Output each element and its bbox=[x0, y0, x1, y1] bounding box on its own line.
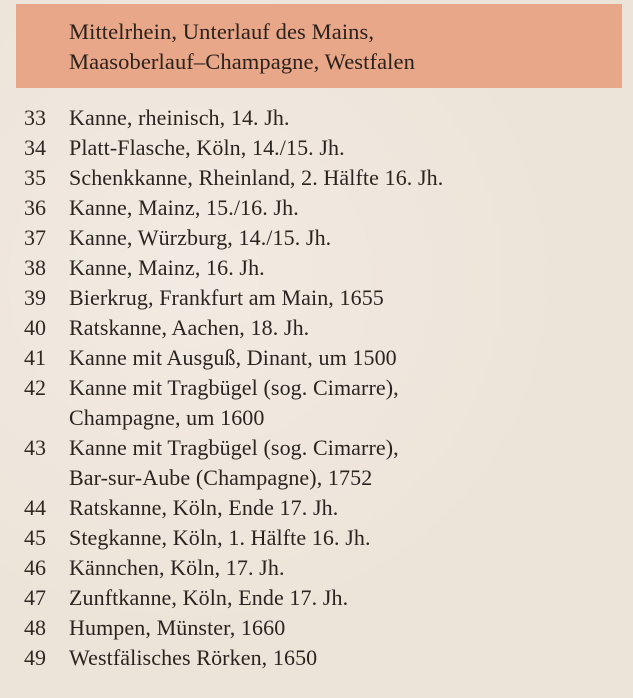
item-number: 47 bbox=[24, 585, 46, 610]
list-item bbox=[24, 523, 624, 553]
item-description-line: Bar-sur-Aube (Champagne), 1752 bbox=[69, 465, 373, 490]
list-item bbox=[24, 283, 624, 313]
list-item bbox=[24, 193, 624, 223]
item-description-line: Kanne, Mainz, 16. Jh. bbox=[69, 255, 265, 280]
item-description-line: Humpen, Münster, 1660 bbox=[69, 615, 286, 640]
item-description-line: Kanne, rheinisch, 14. Jh. bbox=[69, 105, 290, 130]
item-description-line: Stegkanne, Köln, 1. Hälfte 16. Jh. bbox=[69, 525, 371, 550]
item-description bbox=[69, 643, 624, 673]
item-description bbox=[69, 313, 624, 343]
item-description-line: Kanne, Würzburg, 14./15. Jh. bbox=[69, 225, 332, 250]
list-item bbox=[24, 253, 624, 283]
item-number: 36 bbox=[24, 195, 46, 220]
list-item bbox=[24, 433, 624, 493]
item-number: 35 bbox=[24, 165, 46, 190]
item-number: 38 bbox=[24, 255, 46, 280]
item-number: 44 bbox=[24, 495, 46, 520]
list-item bbox=[24, 493, 624, 523]
item-number: 49 bbox=[24, 645, 46, 670]
list-item bbox=[24, 553, 624, 583]
item-description bbox=[69, 583, 624, 613]
item-description-line: Kanne mit Tragbügel (sog. Cimarre), bbox=[69, 375, 399, 400]
list-item bbox=[24, 343, 624, 373]
item-description bbox=[69, 103, 624, 133]
item-description bbox=[69, 373, 624, 433]
item-description-line: Kännchen, Köln, 17. Jh. bbox=[69, 555, 285, 580]
item-number: 42 bbox=[24, 375, 46, 400]
list-item bbox=[24, 313, 624, 343]
item-description bbox=[69, 493, 624, 523]
list-item bbox=[24, 163, 624, 193]
item-description-line: Kanne mit Ausguß, Dinant, um 1500 bbox=[69, 345, 397, 370]
item-number: 48 bbox=[24, 615, 46, 640]
list-item bbox=[24, 583, 624, 613]
item-number: 45 bbox=[24, 525, 46, 550]
item-number: 37 bbox=[24, 225, 46, 250]
list-item bbox=[24, 613, 624, 643]
list-item bbox=[24, 373, 624, 433]
section-title-line-2: Maasoberlauf–Champagne, Westfalen bbox=[69, 49, 415, 74]
item-number: 43 bbox=[24, 435, 46, 460]
catalog-list bbox=[24, 103, 624, 673]
item-description-line: Champagne, um 1600 bbox=[69, 405, 265, 430]
item-description-line: Westfälisches Rörken, 1650 bbox=[69, 645, 318, 670]
item-number: 46 bbox=[24, 555, 46, 580]
item-description bbox=[69, 343, 624, 373]
item-description-line: Kanne mit Tragbügel (sog. Cimarre), bbox=[69, 435, 399, 460]
item-description bbox=[69, 523, 624, 553]
item-description bbox=[69, 553, 624, 583]
item-description bbox=[69, 253, 624, 283]
item-description-line: Platt-Flasche, Köln, 14./15. Jh. bbox=[69, 135, 345, 160]
item-description bbox=[69, 193, 624, 223]
item-description bbox=[69, 163, 624, 193]
item-description bbox=[69, 433, 624, 493]
list-item bbox=[24, 103, 624, 133]
item-description-line: Schenkkanne, Rheinland, 2. Hälfte 16. Jh. bbox=[69, 165, 444, 190]
item-number: 34 bbox=[24, 135, 46, 160]
section-header bbox=[16, 4, 622, 88]
item-description bbox=[69, 223, 624, 253]
list-item bbox=[24, 223, 624, 253]
list-item bbox=[24, 133, 624, 163]
item-description-line: Kanne, Mainz, 15./16. Jh. bbox=[69, 195, 299, 220]
item-description bbox=[69, 283, 624, 313]
item-description bbox=[69, 133, 624, 163]
item-number: 41 bbox=[24, 345, 46, 370]
item-description-line: Bierkrug, Frankfurt am Main, 1655 bbox=[69, 285, 384, 310]
item-description-line: Zunftkanne, Köln, Ende 17. Jh. bbox=[69, 585, 349, 610]
item-description bbox=[69, 613, 624, 643]
item-number: 39 bbox=[24, 285, 46, 310]
item-number: 40 bbox=[24, 315, 46, 340]
list-item bbox=[24, 643, 624, 673]
item-description-line: Ratskanne, Aachen, 18. Jh. bbox=[69, 315, 310, 340]
item-number: 33 bbox=[24, 105, 46, 130]
item-description-line: Ratskanne, Köln, Ende 17. Jh. bbox=[69, 495, 339, 520]
section-title-line-1: Mittelrhein, Unterlauf des Mains, bbox=[69, 19, 375, 44]
